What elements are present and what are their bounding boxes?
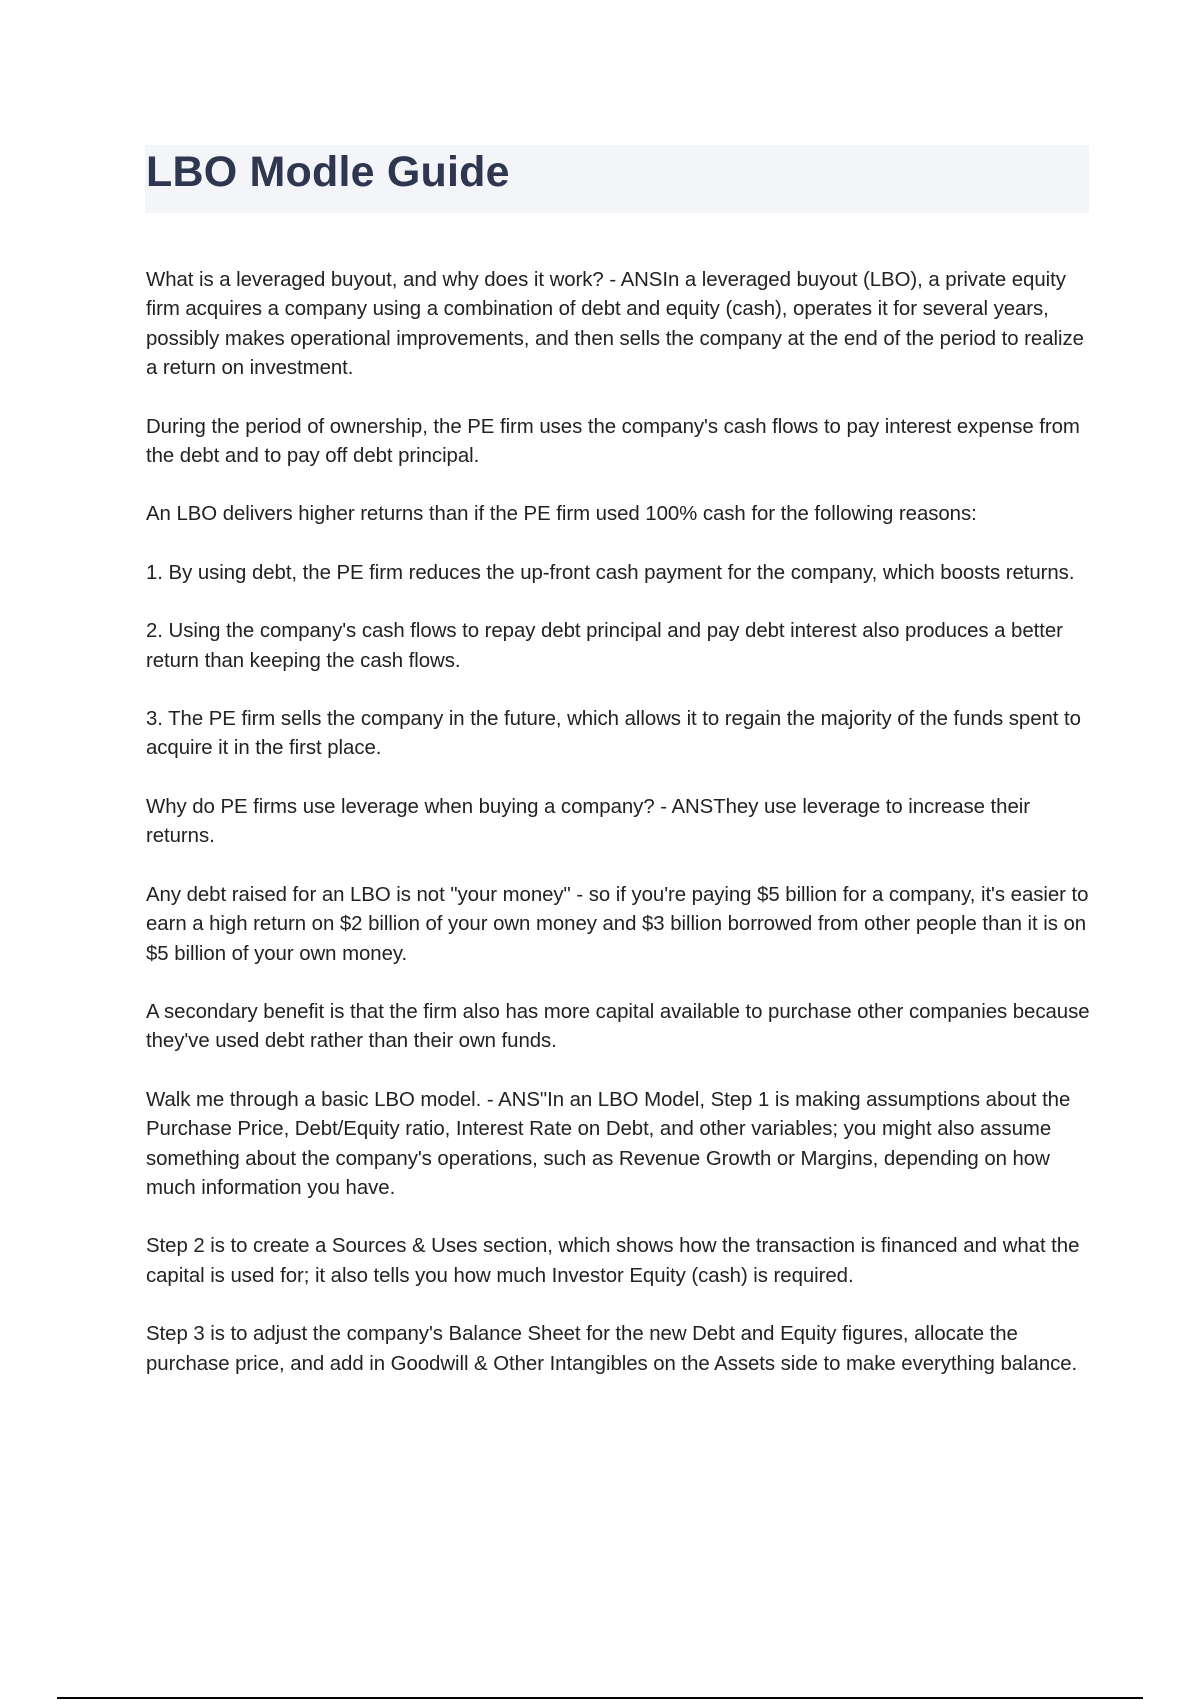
paragraph-not-your-money: Any debt raised for an LBO is not "your money" - so if you're paying $5 billion for a company, it's easier to earn a high return on $2 billion of your own money and $3 billion borrowed from other people than it is on $5 billion of your own money.: [146, 883, 1089, 965]
document-body: [146, 266, 1091, 1408]
paragraph-step-2: Step 2 is to create a Sources & Uses section, which shows how the transaction is financed and what the capital is used for; it also tells you how much Investor Equity (cash) is required.: [146, 1235, 1080, 1287]
paragraph-reason-2: 2. Using the company's cash flows to repay debt principal and pay debt interest also produces a better return than keeping the cash flows.: [146, 620, 1063, 672]
paragraph-reason-1: 1. By using debt, the PE firm reduces the up-front cash payment for the company, which boosts returns.: [146, 561, 1075, 584]
paragraph-why-leverage: Why do PE firms use leverage when buying a company? - ANSThey use leverage to increase their returns.: [146, 795, 1030, 848]
paragraph-lbo-definition: What is a leveraged buyout, and why does it work? - ANSIn a leveraged buyout (LBO), a private equity firm acquires a company using a combination of debt and equity (cash), operates it for several years, possibly makes operational improvements, and then sells the company at the end of the period to realize a return on investment.: [146, 269, 1084, 380]
document-title: LBO Modle Guide: [146, 148, 510, 196]
paragraph-walkthrough-step-1: Walk me through a basic LBO model. - ANS"In an LBO Model, Step 1 is making assumptions about the Purchase Price, Debt/Equity ratio, Interest Rate on Debt, and other variables; you might also assume something about the company's operations, such as Revenue Growth or Margins, depending on how much information you have.: [146, 1088, 1071, 1199]
paragraph-secondary-benefit: A secondary benefit is that the firm also has more capital available to purchase other companies because they've used debt rather than their own funds.: [146, 1000, 1090, 1053]
paragraph-higher-returns-intro: An LBO delivers higher returns than if the PE firm used 100% cash for the following reasons:: [146, 503, 977, 526]
paragraph-reason-3: 3. The PE firm sells the company in the future, which allows it to regain the majority of the funds spent to acquire it in the first place.: [146, 708, 1081, 760]
footer-divider: [57, 1697, 1143, 1699]
paragraph-ownership-period: During the period of ownership, the PE firm uses the company's cash flows to pay interest expense from the debt and to pay off debt principal.: [146, 415, 1080, 468]
paragraph-step-3: Step 3 is to adjust the company's Balance Sheet for the new Debt and Equity figures, allocate the purchase price, and add in Goodwill & Other Intangibles on the Assets side to make everything balance.: [146, 1323, 1078, 1375]
